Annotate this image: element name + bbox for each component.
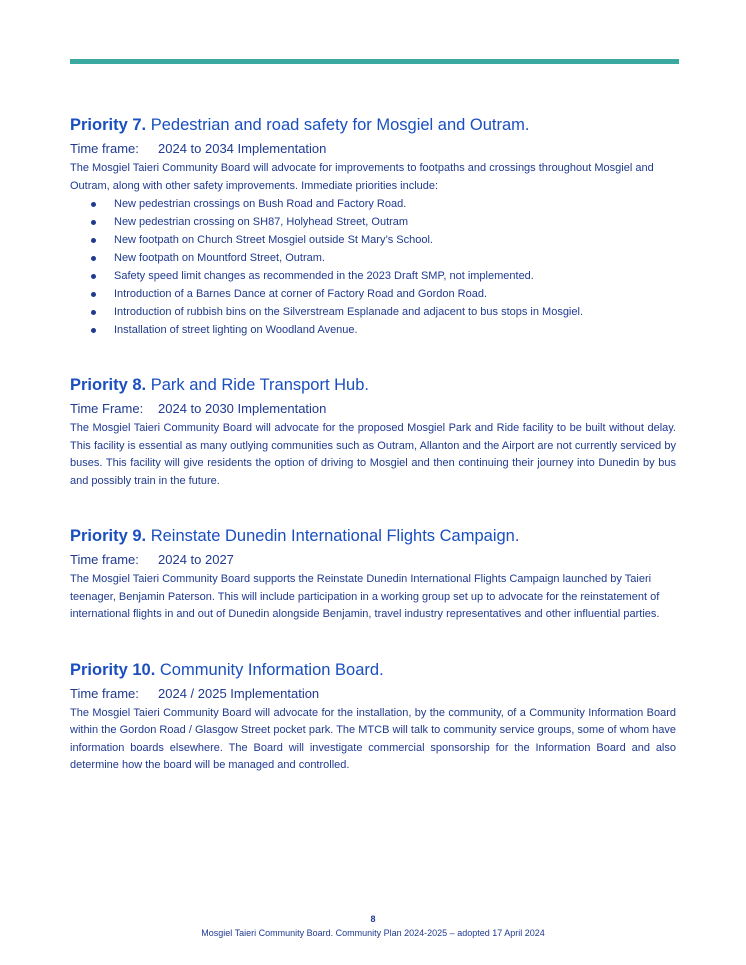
priority-7-title: Pedestrian and road safety for Mosgiel and Outram. xyxy=(150,116,530,134)
timeframe-value: 2024 / 2025 Implementation xyxy=(158,685,320,701)
priority-9-number: Priority 9. xyxy=(70,527,147,545)
timeframe-label: Time frame: xyxy=(70,552,139,567)
priority-8-number: Priority 8. xyxy=(70,376,147,394)
priority-10-timeframe xyxy=(70,685,676,703)
list-item xyxy=(70,285,676,303)
timeframe-value: 2024 to 2027 xyxy=(158,552,234,567)
list-item-text: Safety speed limit changes as recommended in the 2023 Draft SMP, not implemented. xyxy=(114,270,534,282)
timeframe-label: Time frame: xyxy=(70,141,139,156)
list-item-text: New pedestrian crossings on Bush Road and Factory Road. xyxy=(114,198,407,210)
list-item-text: Introduction of rubbish bins on the Silverstream Esplanade and adjacent to bus stops in Mosgiel. xyxy=(114,306,583,318)
priority-8-timeframe xyxy=(70,400,676,418)
priority-7-timeframe xyxy=(70,140,676,158)
bullet-icon xyxy=(91,274,96,279)
bullet-icon xyxy=(91,310,96,315)
priority-8-title: Park and Ride Transport Hub. xyxy=(150,376,369,394)
priority-7-section xyxy=(70,114,676,339)
priority-8-section xyxy=(70,374,676,490)
priority-9-section xyxy=(70,525,676,624)
priority-9-title: Reinstate Dunedin International Flights Campaign. xyxy=(150,527,520,545)
priority-7-body: The Mosgiel Taieri Community Board will advocate for improvements to footpaths and crossings throughout Mosgiel and Outram, along with other safety improvements. Immediate priorities include: xyxy=(70,162,654,192)
priority-10-body: The Mosgiel Taieri Community Board will advocate for the installation, by the community, of a Community Information Board within the Gordon Road / Glasgow Street pocket park. The MTCB will talk to community service groups, some of whom have information boards elsewhere. The Board will investigate commercial sponsorship for the Information Board and also determine how the board will be managed and controlled. xyxy=(70,706,676,771)
priority-10-heading xyxy=(70,659,676,681)
timeframe-value: 2024 to 2030 Implementation xyxy=(158,401,327,416)
list-item-text: New pedestrian crossing on SH87, Holyhead Street, Outram xyxy=(114,216,409,228)
list-item-text: Installation of street lighting on Woodland Avenue. xyxy=(114,324,358,336)
list-item xyxy=(70,267,676,285)
bullet-icon xyxy=(91,202,96,207)
page-number: 8 xyxy=(370,914,376,924)
list-item xyxy=(70,303,676,321)
list-item xyxy=(70,231,676,249)
list-item xyxy=(70,213,676,231)
priority-10-number: Priority 10. xyxy=(70,660,156,679)
priority-8-heading xyxy=(70,374,676,396)
timeframe-label: Time frame: xyxy=(70,685,139,701)
timeframe-value: 2024 to 2034 Implementation xyxy=(158,141,327,156)
priority-7-number: Priority 7. xyxy=(70,116,147,134)
priority-10-section xyxy=(70,659,676,775)
footer-text: Mosgiel Taieri Community Board. Community Plan 2024-2025 – adopted 17 April 2024 xyxy=(201,928,545,938)
bullet-icon xyxy=(91,220,96,225)
bullet-icon xyxy=(91,292,96,297)
priority-9-timeframe xyxy=(70,551,676,569)
priority-8-body: The Mosgiel Taieri Community Board will advocate for the proposed Mosgiel Park and Ride facility to be built without delay. This facility is essential as many outlying communities such as Outram, Allanton and the Airport are not currently serviced by buses. This facility will give residents the option of driving to Mosgiel and then continuing their journey into Dunedin by bus and possibly train in the future. xyxy=(70,422,676,487)
list-item xyxy=(70,195,676,213)
document-content xyxy=(70,114,676,810)
list-item xyxy=(70,321,676,339)
list-item-text: New footpath on Mountford Street, Outram. xyxy=(114,252,325,264)
bullet-icon xyxy=(91,238,96,243)
list-item-text: Introduction of a Barnes Dance at corner of Factory Road and Gordon Road. xyxy=(114,288,487,300)
top-divider-rule xyxy=(70,59,679,64)
list-item xyxy=(70,249,676,267)
bullet-icon xyxy=(91,328,96,333)
priority-10-title: Community Information Board. xyxy=(159,660,384,679)
priority-9-body: The Mosgiel Taieri Community Board supports the Reinstate Dunedin International Flights Campaign launched by Taieri teenager, Benjamin Paterson. This will include participation in a working group set up to advocate for the reinstatement of international flights in and out of Dunedin alongside Benjamin, travel industry representatives and other influential parties. xyxy=(70,573,660,620)
bullet-icon xyxy=(91,256,96,261)
timeframe-label: Time Frame: xyxy=(70,401,144,416)
list-item-text: New footpath on Church Street Mosgiel outside St Mary’s School. xyxy=(114,234,433,246)
priority-9-heading xyxy=(70,525,676,547)
priority-7-bullet-list xyxy=(70,195,676,339)
priority-7-heading xyxy=(70,114,676,136)
